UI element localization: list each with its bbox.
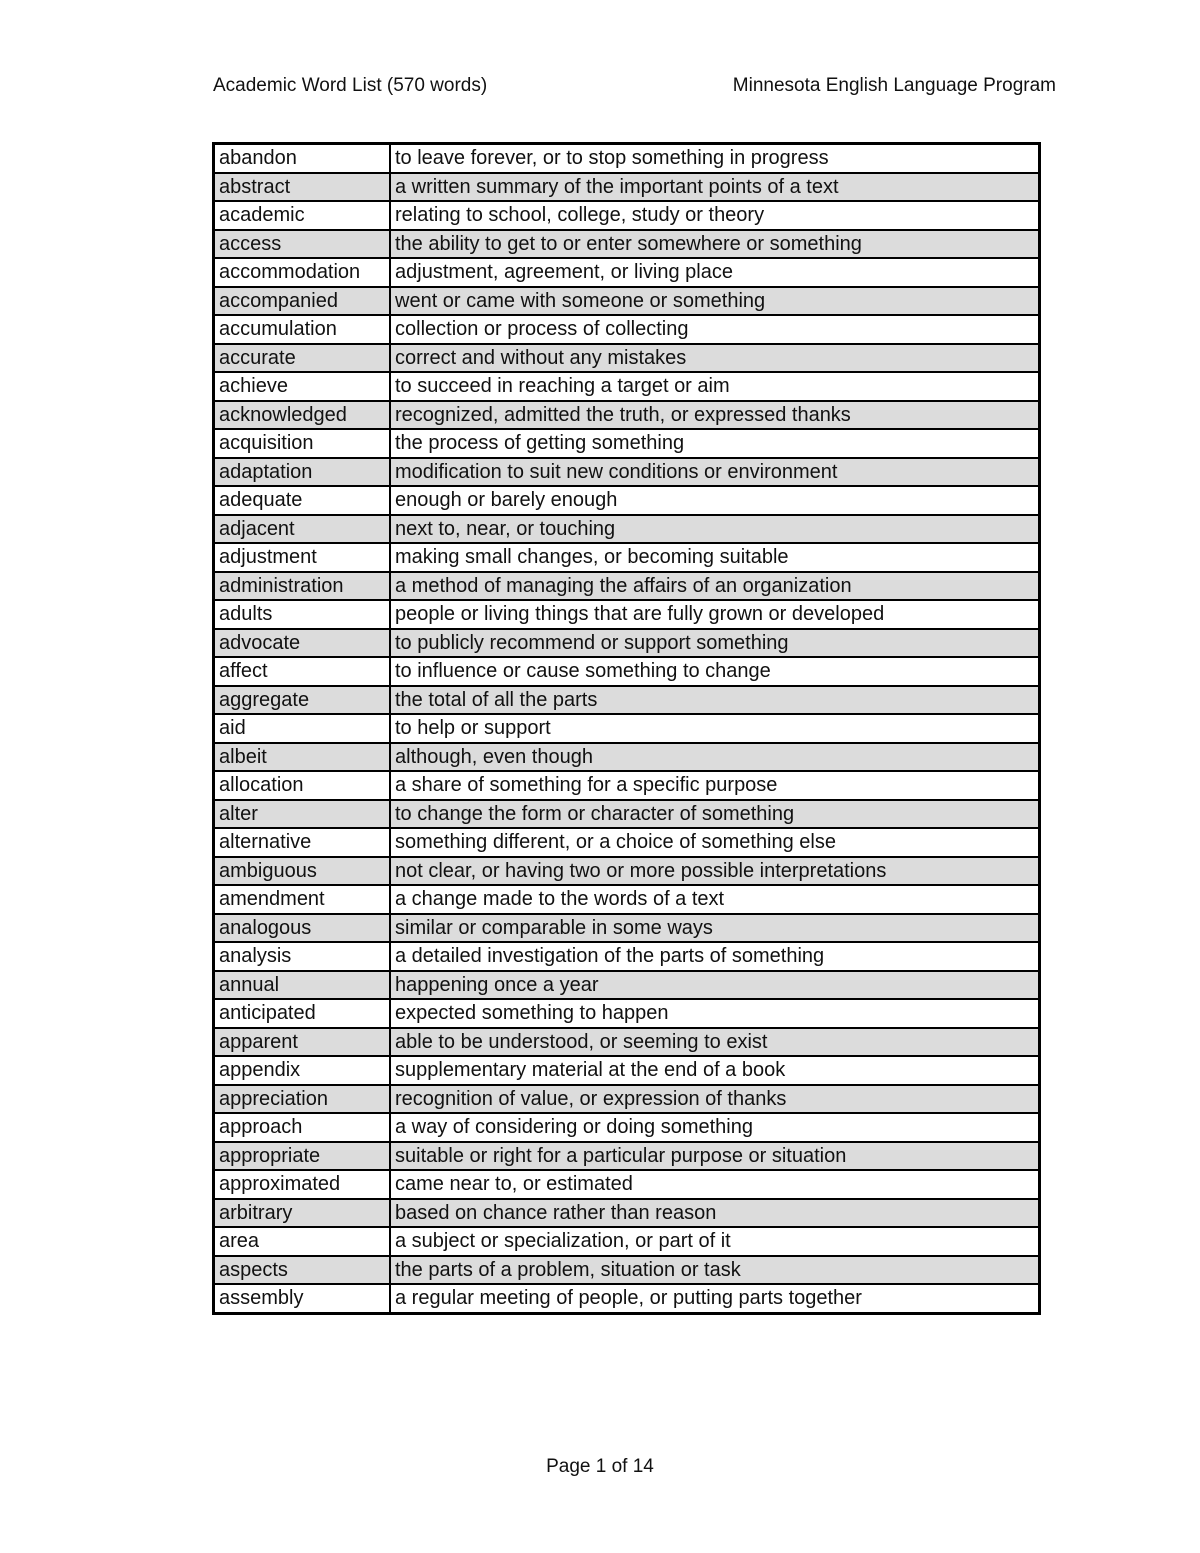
table-row (214, 1284, 1040, 1313)
word-cell: adjacent (214, 515, 391, 544)
table-row (214, 458, 1040, 487)
word-cell: accurate (214, 344, 391, 373)
table-row (214, 1199, 1040, 1228)
word-cell: anticipated (214, 999, 391, 1028)
word-cell: allocation (214, 771, 391, 800)
definition-cell: correct and without any mistakes (390, 344, 1040, 373)
definition-cell: a subject or specialization, or part of it (390, 1227, 1040, 1256)
table-row (214, 258, 1040, 287)
definition-cell: adjustment, agreement, or living place (390, 258, 1040, 287)
table-row (214, 372, 1040, 401)
table-row (214, 1142, 1040, 1171)
table-row (214, 857, 1040, 886)
word-cell: analogous (214, 914, 391, 943)
header-program: Minnesota English Language Program (732, 75, 1056, 96)
word-list-table (212, 142, 1041, 1315)
word-cell: accommodation (214, 258, 391, 287)
table-row (214, 144, 1040, 173)
table-row (214, 600, 1040, 629)
definition-cell: a share of something for a specific purpose (390, 771, 1040, 800)
definition-cell: able to be understood, or seeming to exist (390, 1028, 1040, 1057)
definition-cell: to change the form or character of something (390, 800, 1040, 829)
definition-cell: a change made to the words of a text (390, 885, 1040, 914)
word-cell: acknowledged (214, 401, 391, 430)
definition-cell: came near to, or estimated (390, 1170, 1040, 1199)
table-row (214, 971, 1040, 1000)
word-cell: aggregate (214, 686, 391, 715)
definition-cell: the process of getting something (390, 429, 1040, 458)
table-row (214, 885, 1040, 914)
table-row (214, 657, 1040, 686)
word-cell: appropriate (214, 1142, 391, 1171)
definition-cell: making small changes, or becoming suitable (390, 543, 1040, 572)
word-cell: ambiguous (214, 857, 391, 886)
definition-cell: recognized, admitted the truth, or expressed thanks (390, 401, 1040, 430)
definition-cell: the parts of a problem, situation or task (390, 1256, 1040, 1285)
definition-cell: to publicly recommend or support something (390, 629, 1040, 658)
definition-cell: a way of considering or doing something (390, 1113, 1040, 1142)
definition-cell: to influence or cause something to change (390, 657, 1040, 686)
definition-cell: relating to school, college, study or theory (390, 201, 1040, 230)
definition-cell: people or living things that are fully grown or developed (390, 600, 1040, 629)
word-cell: apparent (214, 1028, 391, 1057)
word-cell: affect (214, 657, 391, 686)
table-row (214, 914, 1040, 943)
page-number: Page 1 of 14 (546, 1456, 654, 1477)
word-cell: academic (214, 201, 391, 230)
definition-cell: modification to suit new conditions or environment (390, 458, 1040, 487)
definition-cell: although, even though (390, 743, 1040, 772)
definition-cell: to succeed in reaching a target or aim (390, 372, 1040, 401)
word-cell: adjustment (214, 543, 391, 572)
word-cell: aid (214, 714, 391, 743)
table-row (214, 1256, 1040, 1285)
word-cell: administration (214, 572, 391, 601)
word-cell: acquisition (214, 429, 391, 458)
definition-cell: happening once a year (390, 971, 1040, 1000)
definition-cell: collection or process of collecting (390, 315, 1040, 344)
word-cell: adults (214, 600, 391, 629)
table-row (214, 486, 1040, 515)
word-cell: accumulation (214, 315, 391, 344)
word-cell: accompanied (214, 287, 391, 316)
word-cell: analysis (214, 942, 391, 971)
table-row (214, 1170, 1040, 1199)
table-row (214, 572, 1040, 601)
definition-cell: recognition of value, or expression of thanks (390, 1085, 1040, 1114)
definition-cell: a method of managing the affairs of an organization (390, 572, 1040, 601)
word-cell: abandon (214, 144, 391, 173)
table-row (214, 315, 1040, 344)
word-cell: appendix (214, 1056, 391, 1085)
word-cell: adequate (214, 486, 391, 515)
definition-cell: based on chance rather than reason (390, 1199, 1040, 1228)
header-title: Academic Word List (570 words) (213, 75, 488, 96)
word-cell: adaptation (214, 458, 391, 487)
table-row (214, 771, 1040, 800)
word-cell: annual (214, 971, 391, 1000)
table-row (214, 1113, 1040, 1142)
table-row (214, 800, 1040, 829)
table-row (214, 714, 1040, 743)
word-cell: aspects (214, 1256, 391, 1285)
table-row (214, 543, 1040, 572)
definition-cell: to leave forever, or to stop something in progress (390, 144, 1040, 173)
word-cell: alternative (214, 828, 391, 857)
table-row (214, 173, 1040, 202)
definition-cell: supplementary material at the end of a book (390, 1056, 1040, 1085)
table-row (214, 1056, 1040, 1085)
table-row (214, 1085, 1040, 1114)
definition-cell: not clear, or having two or more possible interpretations (390, 857, 1040, 886)
definition-cell: suitable or right for a particular purpose or situation (390, 1142, 1040, 1171)
definition-cell: went or came with someone or something (390, 287, 1040, 316)
table-row (214, 942, 1040, 971)
word-cell: arbitrary (214, 1199, 391, 1228)
definition-cell: a written summary of the important points of a text (390, 173, 1040, 202)
table-row (214, 344, 1040, 373)
word-cell: abstract (214, 173, 391, 202)
table-row (214, 686, 1040, 715)
table-row (214, 515, 1040, 544)
word-list-body (214, 144, 1040, 1314)
table-row (214, 230, 1040, 259)
word-cell: approach (214, 1113, 391, 1142)
definition-cell: to help or support (390, 714, 1040, 743)
definition-cell: enough or barely enough (390, 486, 1040, 515)
table-row (214, 999, 1040, 1028)
word-cell: access (214, 230, 391, 259)
definition-cell: expected something to happen (390, 999, 1040, 1028)
definition-cell: a detailed investigation of the parts of something (390, 942, 1040, 971)
table-row (214, 287, 1040, 316)
table-row (214, 401, 1040, 430)
word-cell: approximated (214, 1170, 391, 1199)
word-cell: amendment (214, 885, 391, 914)
word-cell: appreciation (214, 1085, 391, 1114)
word-cell: advocate (214, 629, 391, 658)
definition-cell: something different, or a choice of something else (390, 828, 1040, 857)
definition-cell: the ability to get to or enter somewhere or something (390, 230, 1040, 259)
table-row (214, 429, 1040, 458)
definition-cell: the total of all the parts (390, 686, 1040, 715)
word-cell: achieve (214, 372, 391, 401)
word-cell: area (214, 1227, 391, 1256)
table-row (214, 1028, 1040, 1057)
definition-cell: next to, near, or touching (390, 515, 1040, 544)
table-row (214, 201, 1040, 230)
table-row (214, 1227, 1040, 1256)
definition-cell: similar or comparable in some ways (390, 914, 1040, 943)
definition-cell: a regular meeting of people, or putting parts together (390, 1284, 1040, 1313)
word-cell: alter (214, 800, 391, 829)
table-row (214, 629, 1040, 658)
table-row (214, 828, 1040, 857)
word-cell: albeit (214, 743, 391, 772)
word-cell: assembly (214, 1284, 391, 1313)
table-row (214, 743, 1040, 772)
